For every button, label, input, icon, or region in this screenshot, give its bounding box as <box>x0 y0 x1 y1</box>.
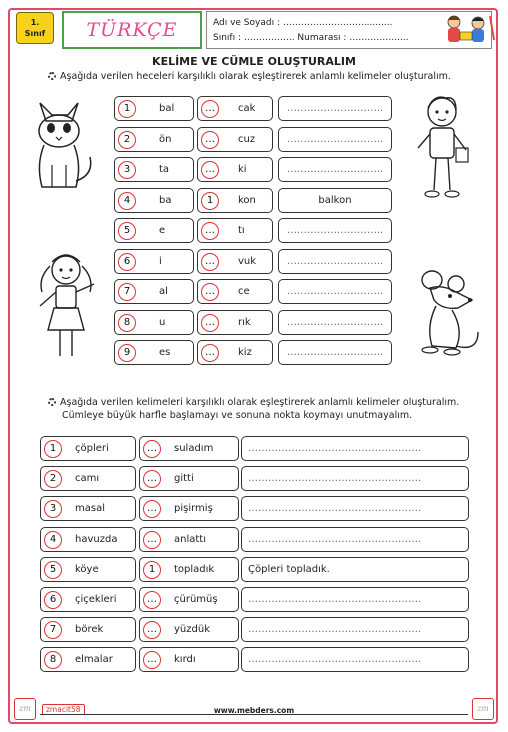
row-number: 3 <box>44 500 62 518</box>
answer-text: ……………………………………………. <box>248 443 422 454</box>
left-syllable: bal <box>159 103 175 114</box>
left-word: masal <box>75 503 105 515</box>
answer-text: ……………………….. <box>286 255 384 267</box>
answer-field[interactable] <box>278 340 392 365</box>
row-number: 7 <box>118 283 136 301</box>
answer-field[interactable] <box>278 157 392 182</box>
answer-field[interactable] <box>278 96 392 121</box>
row-number: 6 <box>118 253 136 271</box>
right-word: pişirmiş <box>174 503 213 515</box>
answer-text: ……………………………………………. <box>248 654 422 666</box>
answer-text: balkon <box>318 194 352 206</box>
answer-field[interactable] <box>278 249 392 274</box>
section2-instruction <box>48 396 459 422</box>
right-word: çürümüş <box>174 594 218 605</box>
match-input[interactable]: 1 <box>201 192 219 210</box>
left-syllable-cell <box>114 188 194 213</box>
right-word-cell <box>139 647 239 672</box>
answer-text: ……………………………………………. <box>248 503 422 515</box>
left-syllable-cell <box>114 310 194 335</box>
right-word-cell <box>139 527 239 552</box>
answer-text: ……………………………………………. <box>248 594 422 605</box>
subject-title-box <box>62 11 202 49</box>
row-number: 8 <box>118 314 136 332</box>
left-word: camı <box>75 473 100 485</box>
match-input[interactable]: … <box>201 100 219 118</box>
left-word: çiçekleri <box>75 594 117 605</box>
answer-text: ……………………….. <box>286 225 384 236</box>
right-syllable-cell <box>197 96 273 121</box>
match-input[interactable]: … <box>143 440 161 458</box>
left-word-cell <box>40 617 136 642</box>
right-word: anlattı <box>174 533 206 545</box>
right-syllable-cell <box>197 218 273 243</box>
answer-text: ……………………….. <box>286 103 384 114</box>
right-word-cell <box>139 436 239 461</box>
answer-text: ……………………….. <box>286 133 384 145</box>
match-input[interactable]: … <box>201 161 219 179</box>
row-number: 4 <box>44 531 62 549</box>
left-syllable: e <box>159 225 166 236</box>
left-syllable-cell <box>114 127 194 152</box>
right-syllable-cell <box>197 310 273 335</box>
page-title: KELİME VE CÜMLE OLUŞTURALIM <box>152 55 356 68</box>
right-word-cell <box>139 557 239 582</box>
answer-field[interactable] <box>241 527 469 552</box>
answer-text: ……………………….. <box>286 347 384 358</box>
right-syllable-cell <box>197 188 273 213</box>
left-syllable-cell <box>114 218 194 243</box>
match-input[interactable]: … <box>201 131 219 149</box>
right-syllable: kon <box>238 194 256 206</box>
right-word: suladım <box>174 443 214 454</box>
answer-field[interactable] <box>278 218 392 243</box>
match-input[interactable]: … <box>201 253 219 271</box>
right-word-cell <box>139 466 239 491</box>
match-input[interactable]: … <box>201 283 219 301</box>
answer-text: ……………………………………………. <box>248 624 422 636</box>
girl-illustration <box>30 248 102 366</box>
left-syllable: ba <box>159 194 172 206</box>
right-syllable-cell <box>197 340 273 365</box>
left-word: havuzda <box>75 533 118 545</box>
row-number: 3 <box>118 161 136 179</box>
left-word: börek <box>75 624 104 636</box>
right-syllable-cell <box>197 279 273 304</box>
answer-text: ……………………….. <box>286 164 384 175</box>
cat-illustration <box>26 95 98 195</box>
section1-instruction <box>48 70 451 83</box>
site-url[interactable]: www.mebders.com <box>213 706 295 715</box>
answer-field[interactable] <box>241 557 469 582</box>
subject-title: TÜRKÇE <box>86 19 178 41</box>
row-number: 5 <box>118 222 136 240</box>
left-syllable-cell <box>114 279 194 304</box>
left-syllable: ön <box>159 133 172 145</box>
right-word-cell <box>139 496 239 521</box>
left-syllable: i <box>159 255 162 267</box>
right-word-cell <box>139 587 239 612</box>
answer-text: ……………………………………………. <box>248 533 422 545</box>
right-syllable: kiz <box>238 347 252 358</box>
left-syllable-cell <box>114 249 194 274</box>
answer-field[interactable] <box>278 279 392 304</box>
match-input[interactable]: … <box>201 314 219 332</box>
bullet-icon <box>48 398 56 406</box>
left-word: elmalar <box>75 654 113 666</box>
left-word: çöpleri <box>75 443 109 454</box>
left-word-cell <box>40 436 136 461</box>
mouse-illustration <box>412 270 484 360</box>
row-number: 5 <box>44 561 62 579</box>
answer-text: ……………………….. <box>286 286 384 297</box>
row-number: 4 <box>118 192 136 210</box>
right-syllable: cuz <box>238 133 256 145</box>
section2-instruction-line2: Cümleye büyük harfle başlamayı ve sonuna nokta koymayı unutmayalım. <box>62 410 413 421</box>
answer-field[interactable] <box>241 436 469 461</box>
match-input[interactable]: … <box>143 591 161 609</box>
answer-field[interactable] <box>241 617 469 642</box>
section1-instruction-text: Aşağıda verilen heceleri karşılıklı olarak eşleştirerek anlamlı kelimeler oluşturalım. <box>60 71 451 82</box>
right-syllable-cell <box>197 127 273 152</box>
grade-badge <box>16 12 54 44</box>
left-syllable: es <box>159 347 171 358</box>
logo-left: zm <box>14 698 36 720</box>
answer-field[interactable] <box>278 188 392 213</box>
answer-text: Çöpleri topladık. <box>248 563 330 575</box>
boy-illustration <box>412 92 474 204</box>
left-syllable-cell <box>114 157 194 182</box>
left-word-cell <box>40 647 136 672</box>
row-number: 9 <box>118 344 136 362</box>
row-number: 7 <box>44 621 62 639</box>
match-input[interactable]: 1 <box>143 561 161 579</box>
right-syllable-cell <box>197 157 273 182</box>
match-input[interactable]: … <box>143 651 161 669</box>
right-syllable: cak <box>238 103 256 114</box>
right-syllable: vuk <box>238 255 257 267</box>
left-word: köye <box>75 563 99 575</box>
answer-text: ……………………….. <box>286 316 384 328</box>
left-word-cell <box>40 587 136 612</box>
author-tag: zmacit58 <box>42 704 85 715</box>
match-input[interactable]: … <box>201 222 219 240</box>
row-number: 2 <box>118 131 136 149</box>
answer-field[interactable] <box>278 127 392 152</box>
right-word-cell <box>139 617 239 642</box>
answer-field[interactable] <box>241 647 469 672</box>
row-number: 1 <box>44 440 62 458</box>
match-input[interactable]: … <box>143 470 161 488</box>
right-syllable: tı <box>238 225 245 236</box>
name-field[interactable]: Adı ve Soyadı : ……………………….......... <box>213 18 393 28</box>
match-input[interactable]: … <box>143 531 161 549</box>
match-input[interactable]: … <box>143 500 161 518</box>
left-word-cell <box>40 527 136 552</box>
left-syllable-cell <box>114 96 194 121</box>
grade-number: 1. <box>30 18 40 27</box>
left-syllable: u <box>159 316 166 328</box>
right-word: topladık <box>174 563 215 575</box>
right-word: kırdı <box>174 654 196 666</box>
left-word-cell <box>40 496 136 521</box>
row-number: 6 <box>44 591 62 609</box>
match-input[interactable]: … <box>143 621 161 639</box>
left-word-cell <box>40 466 136 491</box>
answer-field[interactable] <box>241 587 469 612</box>
class-number-field[interactable]: Sınıfı : …………….. Numarası : ……………..... <box>213 33 409 43</box>
left-syllable: al <box>159 286 168 297</box>
bullet-icon <box>48 72 56 80</box>
kids-reading-icon <box>440 12 496 46</box>
left-syllable-cell <box>114 340 194 365</box>
left-word-cell <box>40 557 136 582</box>
answer-field[interactable] <box>241 496 469 521</box>
right-syllable: ki <box>238 164 247 175</box>
right-word: gitti <box>174 473 194 485</box>
row-number: 1 <box>118 100 136 118</box>
grade-label: Sınıf <box>24 29 46 38</box>
answer-field[interactable] <box>278 310 392 335</box>
answer-field[interactable] <box>241 466 469 491</box>
right-syllable: ce <box>238 286 250 297</box>
match-input[interactable]: … <box>201 344 219 362</box>
right-syllable: rık <box>238 316 251 328</box>
answer-text: ……………………………………………. <box>248 473 422 485</box>
section2-instruction-line1: Aşağıda verilen kelimeleri karşılıklı olarak eşleştirerek anlamlı kelimeler oluşturalım. <box>60 397 460 408</box>
row-number: 8 <box>44 651 62 669</box>
left-syllable: ta <box>159 164 170 175</box>
logo-right: zm <box>472 698 494 720</box>
row-number: 2 <box>44 470 62 488</box>
right-syllable-cell <box>197 249 273 274</box>
right-word: yüzdük <box>174 624 210 636</box>
